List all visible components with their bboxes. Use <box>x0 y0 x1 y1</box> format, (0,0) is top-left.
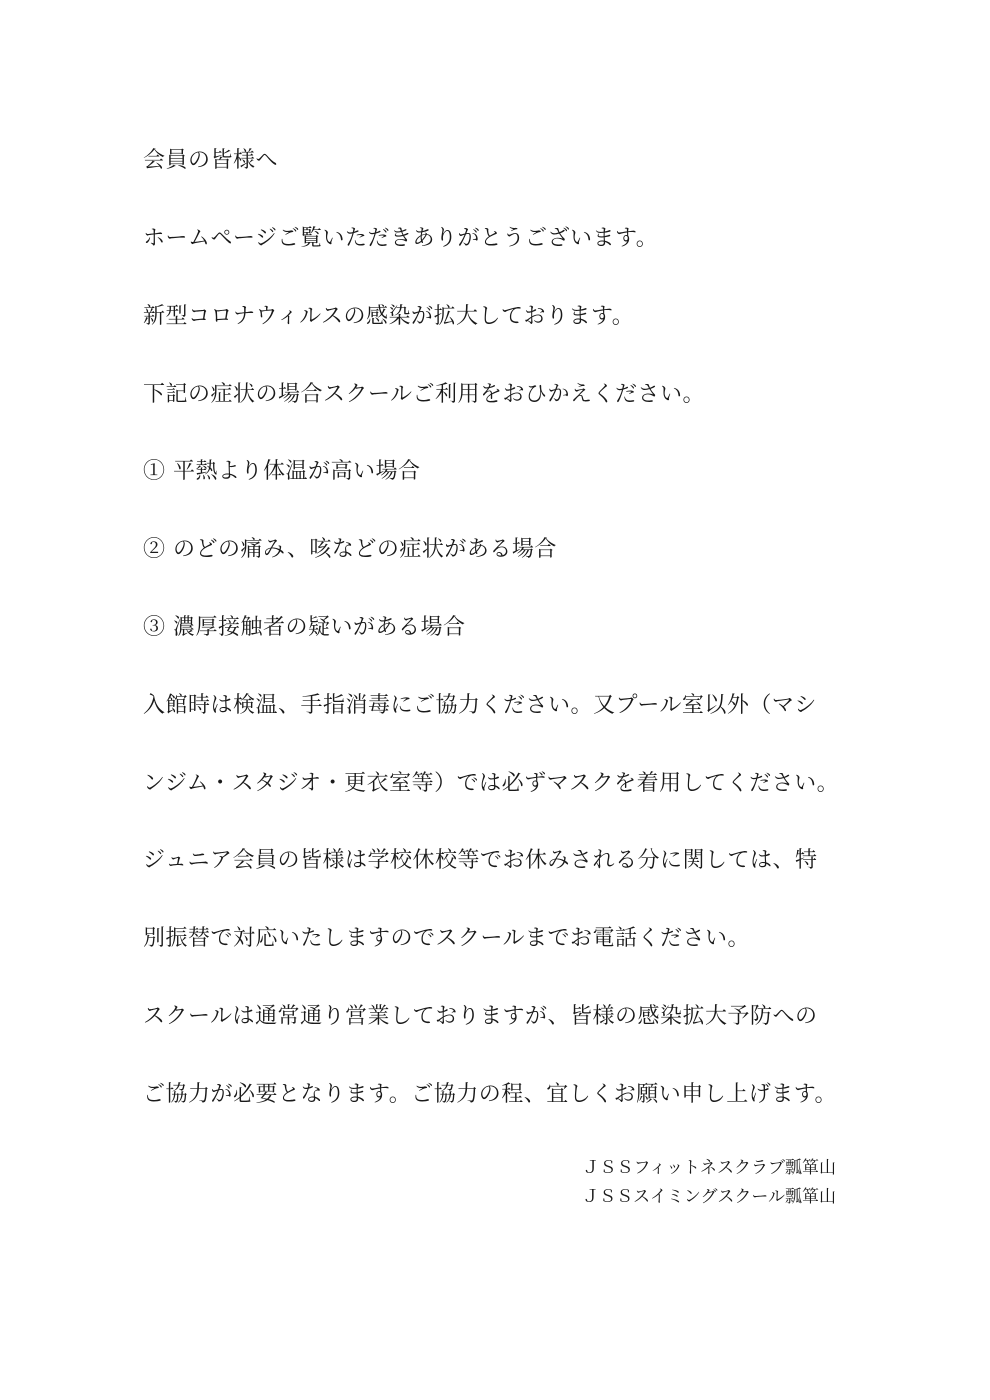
signature-swimming-school: ＪＳＳスイミングスクール瓢箪山 <box>582 1187 836 1207</box>
junior-text-line-2: 別振替で対応いたしますのでスクールまでお電話ください。 <box>143 926 751 951</box>
entry-text-line-2: ンジム・スタジオ・更衣室等）では必ずマスクを着用してください。 <box>143 771 840 796</box>
thanks-text: ホームページご覧いただきありがとうございます。 <box>143 226 659 251</box>
signature-fitness-club: ＪＳＳフィットネスクラブ瓢箪山 <box>582 1158 836 1178</box>
condition-item: ① 平熱より体温が高い場合 <box>143 459 421 484</box>
greeting-text: 会員の皆様へ <box>143 148 279 173</box>
closing-text-line-1: スクールは通常通り営業しておりますが、皆様の感染拡大予防への <box>143 1004 818 1029</box>
junior-text-line-1: ジュニア会員の皆様は学校休校等でお休みされる分に関しては、特 <box>143 848 818 873</box>
spread-text: 新型コロナウィルスの感染が拡大しております。 <box>143 304 635 329</box>
closing-text-line-2: ご協力が必要となります。ご協力の程、宜しくお願い申し上げます。 <box>143 1082 837 1107</box>
condition-item: ③ 濃厚接触者の疑いがある場合 <box>143 615 466 640</box>
refrain-text: 下記の症状の場合スクールご利用をおひかえください。 <box>143 382 706 407</box>
condition-item: ② のどの痛み、咳などの症状がある場合 <box>143 537 557 562</box>
entry-text-line-1: 入館時は検温、手指消毒にご協力ください。又プール室以外（マシ <box>143 693 817 718</box>
